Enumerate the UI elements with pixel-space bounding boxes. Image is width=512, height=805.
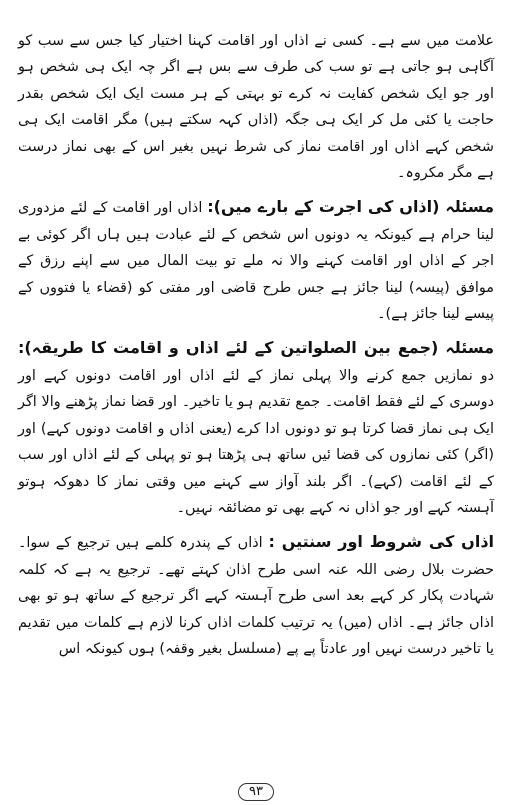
paragraph-2-text: اذاں اور اقامت کے لئے مزدوری لینا حرام ہے کیونکہ یہ دونوں اس شخص کے لئے عبادت ہیں ہاں اگر کوئی بے اجر کے اذاں اور اقامت کہنے والا نہ ملے تو بیت المال میں سے اپنے رزق کے موافق (پیسہ) لینا جائز ہے جس طرح قاضی اور مفتی کو (قضاء یا فتووں کے پیسے لینا جائز ہے)۔ [18,200,494,323]
paragraph-3-heading: مسئلہ (جمع بین الصلواتین کے لئے اذاں و اقامت کا طریقہ): [18,338,494,358]
paragraph-4-heading: اذاں کی شروط اور سنتیں : [268,532,495,552]
paragraph-4 [18,529,494,662]
paragraph-3 [18,335,494,521]
paragraph-1-text: علامت میں سے ہے۔ کسی نے اذاں اور اقامت کہنا اختیار کیا جس سے سب کو آگاہی ہو جاتی ہے تو سب کی طرف سے بس ہے اگر چہ ایک ہی شخص ہو اور جو ایک شخص کفایت نہ کرے تو بہتی کے ہر مست ایک ایک شخص بقدر حاجت یا کئی مل کر ایک ہی جگہ (اذاں کہہ سکتے ہیں) مگر اقامت ایک ہی شخص کہے اذاں اور اقامت نماز کی شرط نہیں بغیر اس کے بھی نماز درست ہے مگر مکروہ۔ [18,33,494,182]
paragraph-4-text: اذاں کے پندرہ کلمے ہیں ترجیع کے سوا۔ حضرت بلال رضی اللہ عنہ اسی طرح اذان کہتے تھے۔ ترجیع یہ ہے کہ کلمہ شہادت پکار کر کہے بعد اسی طرح آہستہ کہے اگر ترجیع کے ساتھ ہو تو بھی اذاں جائز ہے۔ اذاں (میں) یہ ترتیب کلمات اذاں کرنا لازم ہے کلمات میں تقدیم یا تاخیر درست نہیں اور عادتاً پے پے (مسلسل بغیر وقفہ) ہوں کیونکہ اس [18,535,494,657]
body-text [18,28,494,670]
paragraph-1 [18,28,494,186]
page-number-label: ۹۳ [238,783,274,801]
document-page [6,6,506,799]
paragraph-2 [18,194,494,327]
page-number [6,783,506,801]
paragraph-3-text: دو نمازیں جمع کرنے والا پہلی نماز کے لئے اذاں اور اقامت دونوں کہے اور دوسری کے لئے فقط اقامت۔ جمع تقدیم ہو یا تاخیر۔ اور قضا نماز پڑھنے والا اگر ایک ہی نماز قضا کرتا ہو تو دونوں ادا کرے (یعنی اذاں و اقامت دونوں کہے) اور (اگر) کئی نمازوں کی قضا ئیں ساتھ ہی پڑھتا ہو تو پہلی کے لئے اذاں اور سب کے لئے اقامت (کہے)۔ اگر بلند آواز سے کہنے میں وقتی نماز کا دھوکہ ہوتو آہستہ کہے اور جو اذاں نہ کہے بھی تو مضائقہ نہیں۔ [18,367,494,516]
paragraph-2-heading: مسئلہ (اذاں کی اجرت کے بارے میں): [207,197,494,217]
